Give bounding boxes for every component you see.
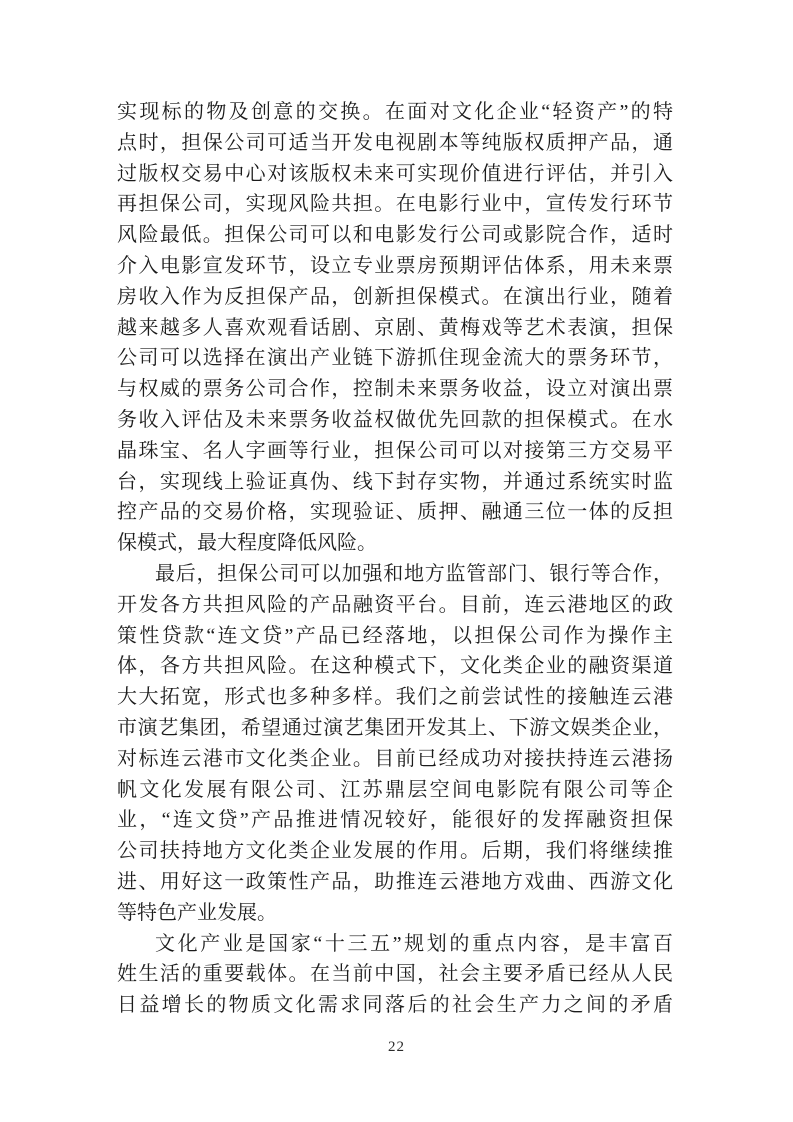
- text-line: 日益增长的物质文化需求同落后的社会生产力之间的矛盾: [117, 994, 673, 1017]
- text-line: 与权威的票务公司合作，控制未来票务收益，设立对演出票: [117, 378, 673, 401]
- text-line: 市演艺集团，希望通过演艺集团开发其上、下游文娱类企业，: [117, 716, 673, 739]
- text-line: 晶珠宝、名人字画等行业，担保公司可以对接第三方交易平: [117, 439, 673, 462]
- text-line: 过版权交易中心对该版权未来可实现价值进行评估，并引入: [117, 162, 673, 185]
- text-line: 体，各方共担风险。在这种模式下，文化类企业的融资渠道: [117, 655, 673, 678]
- text-line: 保模式，最大程度降低风险。: [117, 532, 377, 555]
- text-line: 帆文化发展有限公司、江苏鼎层空间电影院有限公司等企: [117, 778, 673, 801]
- text-line: 再担保公司，实现风险共担。在电影行业中，宣传发行环节: [117, 193, 673, 216]
- text-line: 大大拓宽，形式也多种多样。我们之前尝试性的接触连云港: [117, 686, 673, 709]
- text-line: 策性贷款“连文贷”产品已经落地，以担保公司作为操作主: [117, 624, 673, 647]
- text-line: 最后，担保公司可以加强和地方监管部门、银行等合作，: [155, 562, 673, 585]
- text-line: 开发各方共担风险的产品融资平台。目前，连云港地区的政: [117, 593, 673, 616]
- text-line: 点时，担保公司可适当开发电视剧本等纯版权质押产品，通: [117, 131, 673, 154]
- text-line: 公司扶持地方文化类企业发展的作用。后期，我们将继续推: [117, 840, 673, 863]
- page-number: 22: [388, 1039, 405, 1055]
- text-line: 务收入评估及未来票务收益权做优先回款的担保模式。在水: [117, 408, 673, 431]
- text-line: 公司可以选择在演出产业链下游抓住现金流大的票务环节，: [117, 347, 673, 370]
- text-line: 越来越多人喜欢观看话剧、京剧、黄梅戏等艺术表演，担保: [117, 316, 673, 339]
- text-line: 姓生活的重要载体。在当前中国，社会主要矛盾已经从人民: [117, 963, 673, 986]
- text-line: 进、用好这一政策性产品，助推连云港地方戏曲、西游文化: [117, 870, 673, 893]
- page-footer: [0, 1038, 793, 1056]
- text-block: [117, 97, 673, 1021]
- text-line: 文化产业是国家“十三五”规划的重点内容，是丰富百: [155, 932, 673, 955]
- text-line: 风险最低。担保公司可以和电影发行公司或影院合作，适时: [117, 224, 673, 247]
- text-line: 业，“连文贷”产品推进情况较好，能很好的发挥融资担保: [117, 809, 673, 832]
- text-line: 对标连云港市文化类企业。目前已经成功对接扶持连云港扬: [117, 747, 673, 770]
- text-line: 介入电影宣发环节，设立专业票房预期评估体系，用未来票: [117, 254, 673, 277]
- text-line: 等特色产业发展。: [117, 901, 277, 924]
- text-line: 台，实现线上验证真伪、线下封存实物，并通过系统实时监: [117, 470, 673, 493]
- text-line: 房收入作为反担保产品，创新担保模式。在演出行业，随着: [117, 285, 673, 308]
- text-line: 控产品的交易价格，实现验证、质押、融通三位一体的反担: [117, 501, 673, 524]
- text-line: 实现标的物及创意的交换。在面对文化企业“轻资产”的特: [117, 101, 673, 123]
